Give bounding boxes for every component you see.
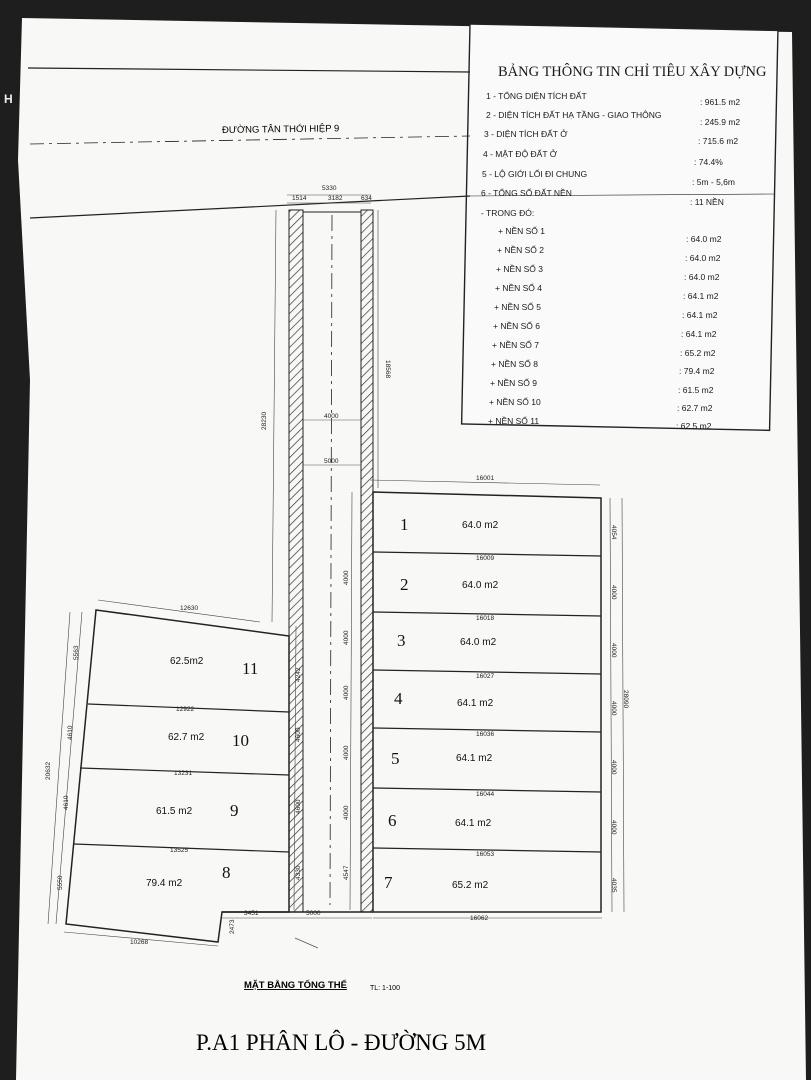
- dim-label: 5000: [324, 458, 339, 465]
- plot-5-area: 64.1 m2: [456, 753, 493, 764]
- plot-9-number: 9: [230, 801, 239, 820]
- dim-label: 4054: [610, 525, 617, 540]
- table-row-2-value: : 245.9 m2: [700, 117, 741, 127]
- sub-row-label: + NỀN SỐ 11: [488, 416, 540, 426]
- sub-row-label: + NỀN SỐ 6: [493, 321, 541, 331]
- dim-label: 18568: [384, 360, 391, 379]
- sub-row-value: : 64.1 m2: [682, 310, 718, 320]
- table-row-1-label: 1 - TỔNG DIỆN TÍCH ĐẤT: [486, 91, 587, 101]
- sub-row-label: + NỀN SỐ 3: [496, 264, 544, 274]
- sub-row-value: : 62.7 m2: [677, 403, 713, 413]
- table-row-2-label: 2 - DIỆN TÍCH ĐẤT HẠ TẦNG - GIAO THÔNG: [486, 110, 662, 120]
- dim-label: 5550: [57, 875, 64, 890]
- dim-label: 16044: [476, 791, 495, 798]
- plot-10-number: 10: [232, 731, 249, 750]
- plot-7-number: 7: [384, 873, 393, 892]
- dim-label: 4547: [343, 865, 350, 880]
- plot-11-area: 62.5m2: [170, 656, 204, 667]
- sub-row-value: : 61.5 m2: [678, 385, 714, 395]
- sub-row-value: : 64.0 m2: [686, 234, 722, 244]
- dim-label: 16053: [476, 851, 495, 858]
- sub-row-label: + NỀN SỐ 2: [497, 245, 545, 255]
- dim-label: 4330: [295, 865, 302, 880]
- plot-2-number: 2: [400, 575, 409, 594]
- plot-3-area: 64.0 m2: [460, 637, 497, 648]
- plot-4-number: 4: [394, 689, 403, 708]
- table-row-3-value: : 715.6 m2: [698, 136, 739, 146]
- road-name: ĐƯỜNG TÂN THỚI HIỆP 9: [221, 123, 340, 136]
- dim-label: 4000: [610, 760, 617, 775]
- dim-label: 2473: [229, 919, 236, 934]
- sub-row-label: + NỀN SỐ 5: [494, 302, 542, 312]
- dim-label: 4035: [610, 878, 617, 893]
- dim-label: 4000: [610, 820, 617, 835]
- dim-label: 5330: [322, 185, 337, 192]
- dim-label: 13231: [174, 770, 193, 777]
- dim-label: 4000: [343, 570, 350, 585]
- sub-row-value: : 64.1 m2: [683, 291, 719, 301]
- dim-label: 12922: [176, 706, 195, 713]
- dim-label: 5563: [73, 645, 80, 660]
- dim-label: 16018: [476, 615, 495, 622]
- table-row-3-label: 3 - DIỆN TÍCH ĐẤT Ở: [484, 129, 568, 139]
- sub-row-value: : 79.4 m2: [679, 366, 715, 376]
- table-row-4-value: : 74.4%: [694, 157, 723, 167]
- plot-7-area: 65.2 m2: [452, 880, 489, 891]
- plan-label: MẶT BẰNG TỔNG THỂ: [244, 980, 347, 991]
- plot-6-area: 64.1 m2: [455, 818, 492, 829]
- dim-label: 3451: [244, 910, 259, 917]
- dim-label: 4000: [610, 643, 617, 658]
- dim-label: 16062: [470, 915, 489, 922]
- dim-label: 28090: [622, 690, 629, 709]
- table-row-6-label: 6 - TỔNG SỐ ĐẤT NỀN: [481, 188, 572, 198]
- sub-row-label: + NỀN SỐ 1: [498, 226, 546, 236]
- sub-row-value: : 62.5 m2: [676, 421, 712, 431]
- sub-row-label: + NỀN SỐ 8: [491, 359, 539, 369]
- dim-label: 16036: [476, 731, 495, 738]
- dim-label: 4000: [324, 413, 339, 420]
- table-row-5-value: : 5m - 5,6m: [692, 177, 735, 187]
- dim-label: 4610: [63, 795, 70, 810]
- dim-label: 3182: [328, 195, 343, 202]
- main-title: P.A1 PHÂN LÔ - ĐƯỜNG 5M: [196, 1030, 487, 1055]
- dim-label: 4600: [295, 799, 302, 814]
- dim-label: 16009: [476, 555, 495, 562]
- table-row-5-label: 5 - LỘ GIỚI LỐI ĐI CHUNG: [482, 169, 588, 179]
- sub-row-label: + NỀN SỐ 9: [490, 378, 538, 388]
- dim-label: 4610: [67, 725, 74, 740]
- table-row-1-value: : 961.5 m2: [700, 97, 741, 107]
- dim-label: 4000: [343, 805, 350, 820]
- plot-6-number: 6: [388, 811, 397, 830]
- plot-10-area: 62.7 m2: [168, 732, 205, 743]
- dim-label: 4000: [610, 585, 617, 600]
- plot-8-number: 8: [222, 863, 231, 882]
- plot-1-number: 1: [400, 515, 409, 534]
- dim-label: 4000: [610, 701, 617, 716]
- table-title: BẢNG THÔNG TIN CHỈ TIÊU XÂY DỰNG: [498, 64, 767, 80]
- sub-row-value: : 65.2 m2: [680, 348, 716, 358]
- sub-row-value: : 64.1 m2: [681, 329, 717, 339]
- plot-8-area: 79.4 m2: [146, 878, 183, 889]
- plot-9-area: 61.5 m2: [156, 806, 193, 817]
- dim-label: 1514: [292, 195, 307, 202]
- dim-label: 4000: [343, 685, 350, 700]
- table-row-4-label: 4 - MẬT ĐỘ ĐẤT Ở: [483, 149, 558, 159]
- plot-11-number: 11: [242, 659, 259, 678]
- dim-label: 4242: [295, 667, 302, 682]
- sub-row-label: + NỀN SỐ 4: [495, 283, 543, 293]
- dim-label: 634: [361, 195, 372, 202]
- dim-label: 4000: [343, 745, 350, 760]
- dim-label: 16027: [476, 673, 495, 680]
- table-sub-header: - TRONG ĐÓ:: [481, 208, 535, 218]
- table-row-6-value: : 11 NỀN: [690, 197, 724, 207]
- dim-label: 28230: [261, 411, 268, 430]
- dim-label: 4600: [295, 727, 302, 742]
- corner-letter: H: [4, 92, 13, 106]
- plot-5-number: 5: [391, 749, 400, 768]
- sub-row-label: + NỀN SỐ 7: [492, 340, 540, 350]
- plot-1-area: 64.0 m2: [462, 520, 499, 531]
- plot-2-area: 64.0 m2: [462, 580, 499, 591]
- plot-3-number: 3: [397, 631, 406, 650]
- dim-label: 4000: [343, 630, 350, 645]
- plot-4-area: 64.1 m2: [457, 698, 494, 709]
- dim-label: 13525: [170, 847, 189, 854]
- plan-scale: TL: 1-100: [370, 985, 400, 992]
- dim-label: 20632: [45, 761, 52, 780]
- dim-label: 5000: [306, 910, 321, 917]
- sub-row-value: : 64.0 m2: [684, 272, 720, 282]
- sub-row-value: : 64.0 m2: [685, 253, 721, 263]
- dim-label: 12630: [180, 605, 199, 612]
- sub-row-label: + NỀN SỐ 10: [489, 397, 541, 407]
- dim-label: 16001: [476, 475, 495, 482]
- dim-label: 10268: [130, 939, 149, 946]
